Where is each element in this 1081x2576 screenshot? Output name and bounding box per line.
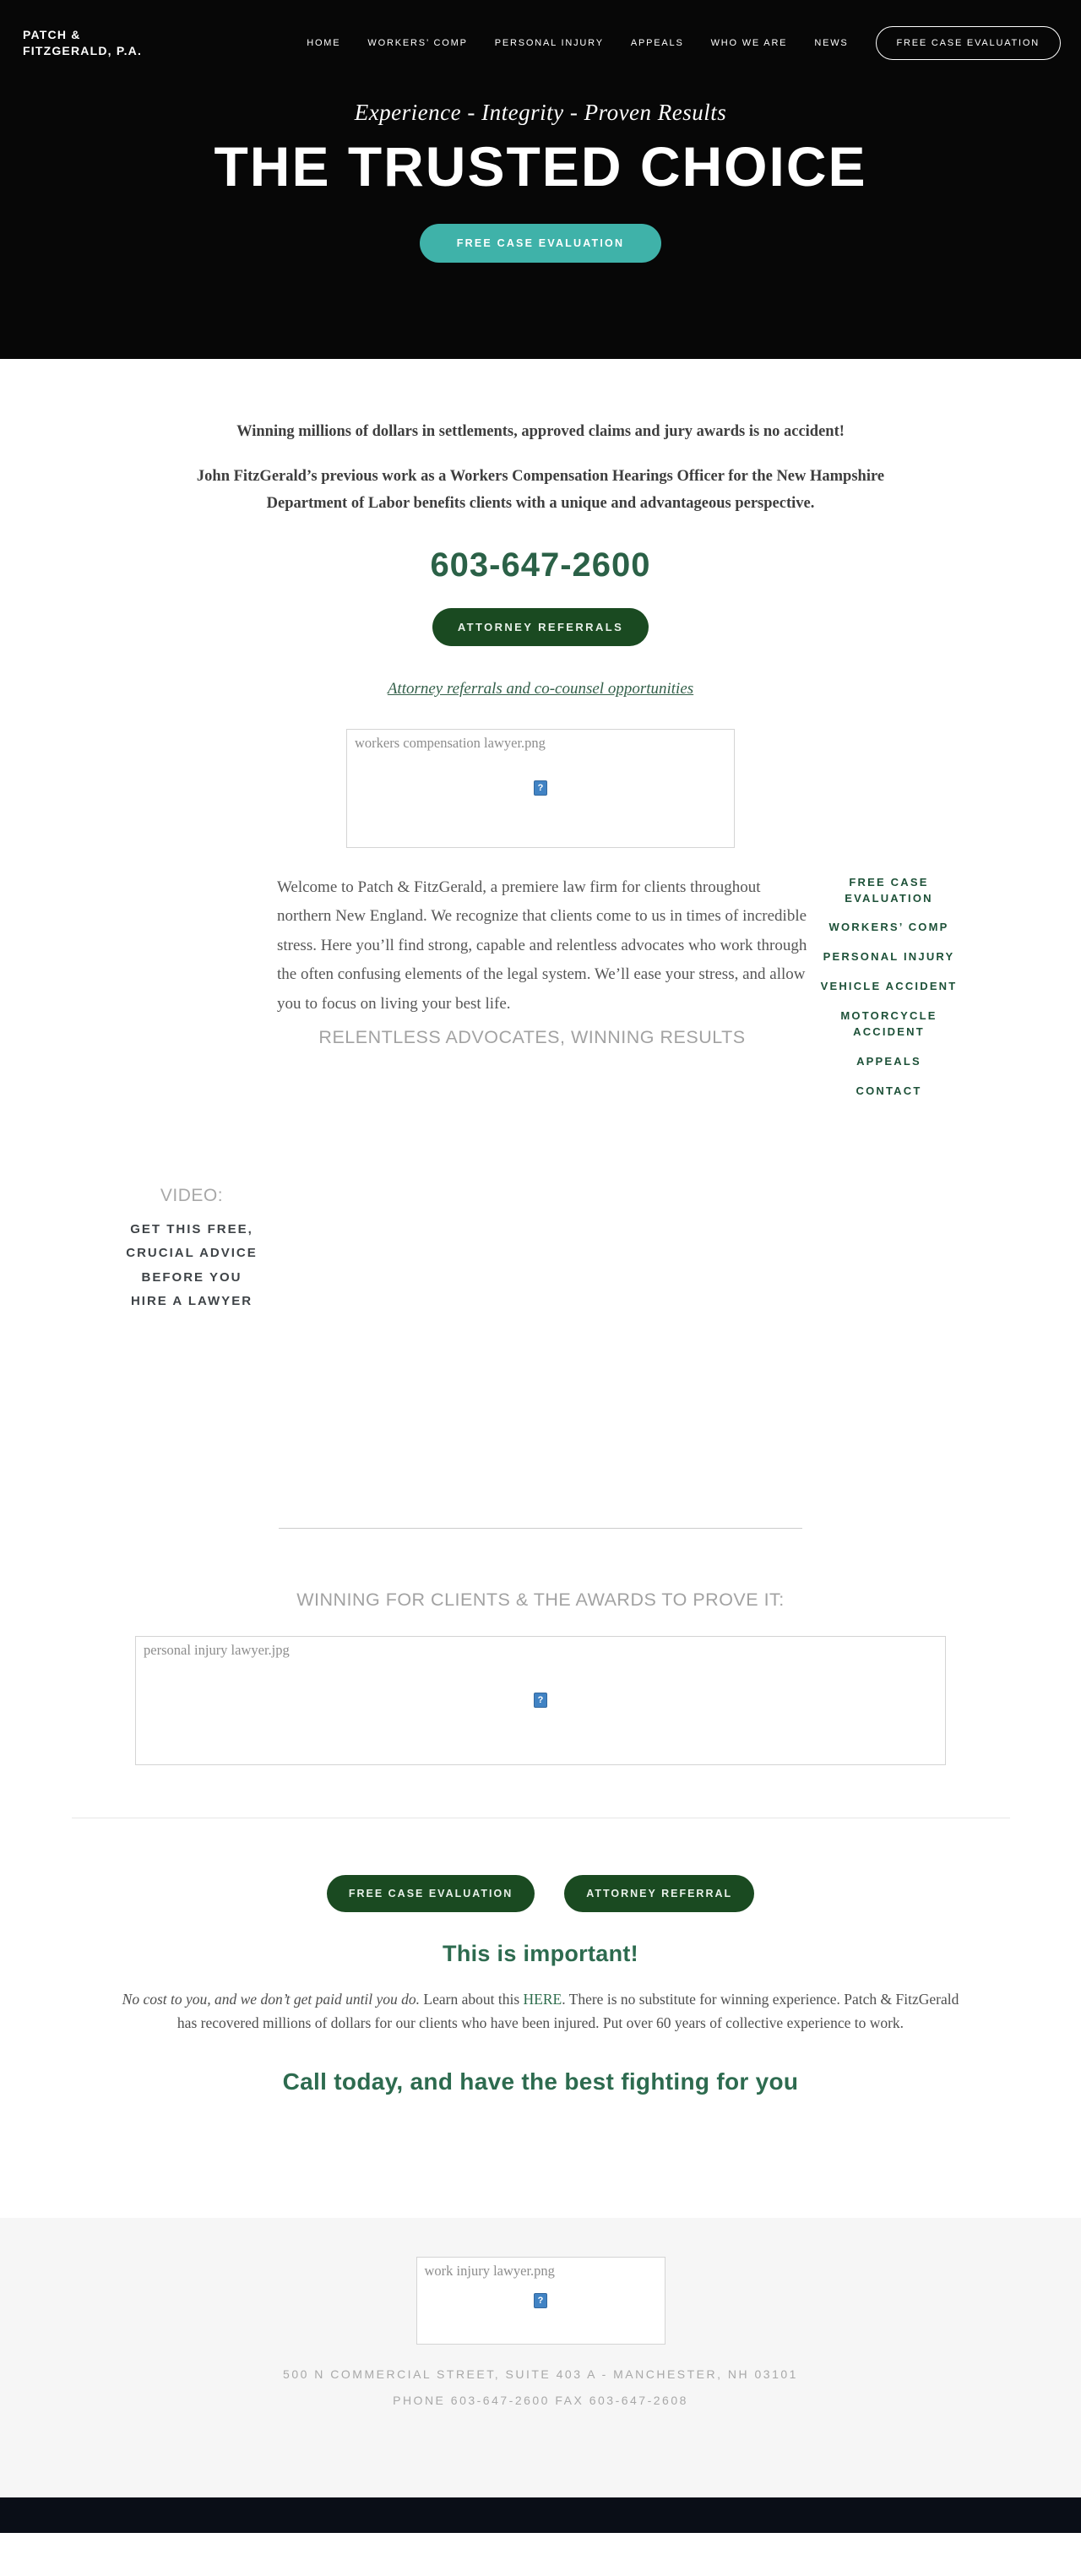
broken-image-personal-injury — [135, 1636, 946, 1765]
sidebar-item-motorcycle-accident[interactable]: MOTORCYCLE ACCIDENT — [840, 1008, 937, 1038]
important-mid-text: Learn about this — [420, 1990, 524, 2008]
sidebar-quick-links — [815, 875, 963, 1113]
broken-image-alt-text: work injury lawyer.png — [424, 2263, 555, 2280]
free-case-evaluation-button[interactable]: FREE CASE EVALUATION — [327, 1875, 535, 1912]
broken-image-icon: ? — [534, 1693, 547, 1708]
nav-item-appeals[interactable]: APPEALS — [630, 38, 684, 48]
hero-tagline: Experience - Integrity - Proven Results — [354, 100, 727, 125]
cta-button-row — [0, 1875, 1081, 1912]
footer-bottom-bar — [0, 2497, 1081, 2533]
two-column-section — [0, 848, 1081, 1529]
sidebar-item-workers-comp[interactable]: WORKERS’ COMP — [828, 921, 949, 934]
sidebar-item-appeals[interactable]: APPEALS — [856, 1054, 921, 1068]
nav-item-workers-comp[interactable]: WORKERS’ COMP — [367, 38, 468, 48]
sidebar-item-free-case-evaluation[interactable]: FREE CASE EVALUATION — [845, 875, 933, 905]
section-divider — [279, 1528, 802, 1529]
broken-image-alt-text: personal injury lawyer.jpg — [144, 1641, 290, 1658]
broken-image-icon: ? — [534, 780, 547, 796]
sidebar-item-contact[interactable]: CONTACT — [856, 1084, 922, 1097]
main-nav — [307, 26, 1061, 60]
sidebar-item-vehicle-accident[interactable]: VEHICLE ACCIDENT — [820, 980, 958, 993]
important-rest-text: . There is no substitute for winning experience. Patch & FitzGerald has recovered millions of dollars for our clients who have been injured. Put over 60 years of collective experience to work. — [177, 1990, 959, 2032]
attorney-referrals-link[interactable]: Attorney referrals and co-counsel opportunities — [387, 679, 694, 698]
sidebar-item-personal-injury[interactable]: PERSONAL INJURY — [823, 950, 955, 964]
attorney-referrals-row — [0, 608, 1081, 646]
hero-title: THE TRUSTED CHOICE — [214, 135, 867, 198]
call-today-heading: Call today, and have the best fighting for you — [282, 2068, 799, 2095]
intro-line2: John FitzGerald’s previous work as a Workers Compensation Hearings Officer for the New Hampshire Department of Labor benefits clients with a unique and advantageous perspective. — [196, 468, 885, 513]
welcome-paragraph: Welcome to Patch & FitzGerald, a premiere law firm for clients throughout northern New England. We recognize that clients come to us in times of incredible stress. Here you’ll find strong, capable and relentless advocates who work through the often confusing elements of the legal system. We’ll ease your stress, and allow you to focus on living your best life. — [277, 878, 807, 1014]
broken-image-icon: ? — [534, 2293, 547, 2308]
broken-image-alt-text: workers compensation lawyer.png — [355, 734, 546, 751]
footer-address: 500 N COMMERCIAL STREET, SUITE 403 A - MANCHESTER, NH 03101 — [283, 2367, 798, 2382]
nav-item-personal-injury[interactable]: PERSONAL INJURY — [494, 38, 604, 48]
important-paragraph — [118, 1987, 963, 2035]
video-label: VIDEO: — [160, 1185, 224, 1205]
nav-item-home[interactable]: HOME — [307, 38, 341, 48]
broken-image-work-injury — [416, 2257, 665, 2345]
logo-line1: PATCH & — [23, 28, 81, 42]
hero-content — [0, 74, 1081, 263]
relentless-heading: RELENTLESS ADVOCATES, WINNING RESULTS — [318, 1026, 746, 1047]
important-italic-lead: No cost to you, and we don’t get paid until you do. — [122, 1990, 421, 2008]
nav-item-news[interactable]: NEWS — [814, 38, 849, 48]
site-logo[interactable] — [23, 27, 142, 59]
hero-section — [0, 0, 1081, 359]
intro-line1: Winning millions of dollars in settlements, approved claims and jury awards is no accident! — [236, 423, 845, 440]
phone-number[interactable]: 603-647-2600 — [430, 546, 651, 584]
top-navigation-bar — [0, 0, 1081, 74]
broken-image-workers-compensation — [346, 729, 735, 848]
here-link[interactable]: HERE — [523, 1990, 562, 2008]
main-content — [0, 359, 1081, 2218]
hero-free-case-evaluation-button[interactable]: FREE CASE EVALUATION — [420, 224, 661, 263]
logo-line2: FITZGERALD, P.A. — [23, 44, 143, 57]
nav-free-case-evaluation-button[interactable]: FREE CASE EVALUATION — [876, 26, 1061, 60]
nav-item-who-we-are[interactable]: WHO WE ARE — [710, 38, 788, 48]
footer — [0, 2218, 1081, 2497]
video-promo-text: GET THIS FREE, CRUCIAL ADVICE BEFORE YOU HIRE A LAWYER — [126, 1221, 258, 1309]
referral-link-row — [0, 680, 1081, 698]
video-promo-block — [125, 1186, 258, 1314]
important-heading: This is important! — [443, 1940, 638, 1966]
attorney-referral-button[interactable]: ATTORNEY REFERRAL — [564, 1875, 754, 1912]
attorney-referrals-button[interactable]: ATTORNEY REFERRALS — [432, 608, 649, 646]
footer-phone-fax: PHONE 603-647-2600 FAX 603-647-2608 — [393, 2394, 688, 2408]
awards-heading: WINNING FOR CLIENTS & THE AWARDS TO PROVE IT: — [296, 1589, 785, 1610]
